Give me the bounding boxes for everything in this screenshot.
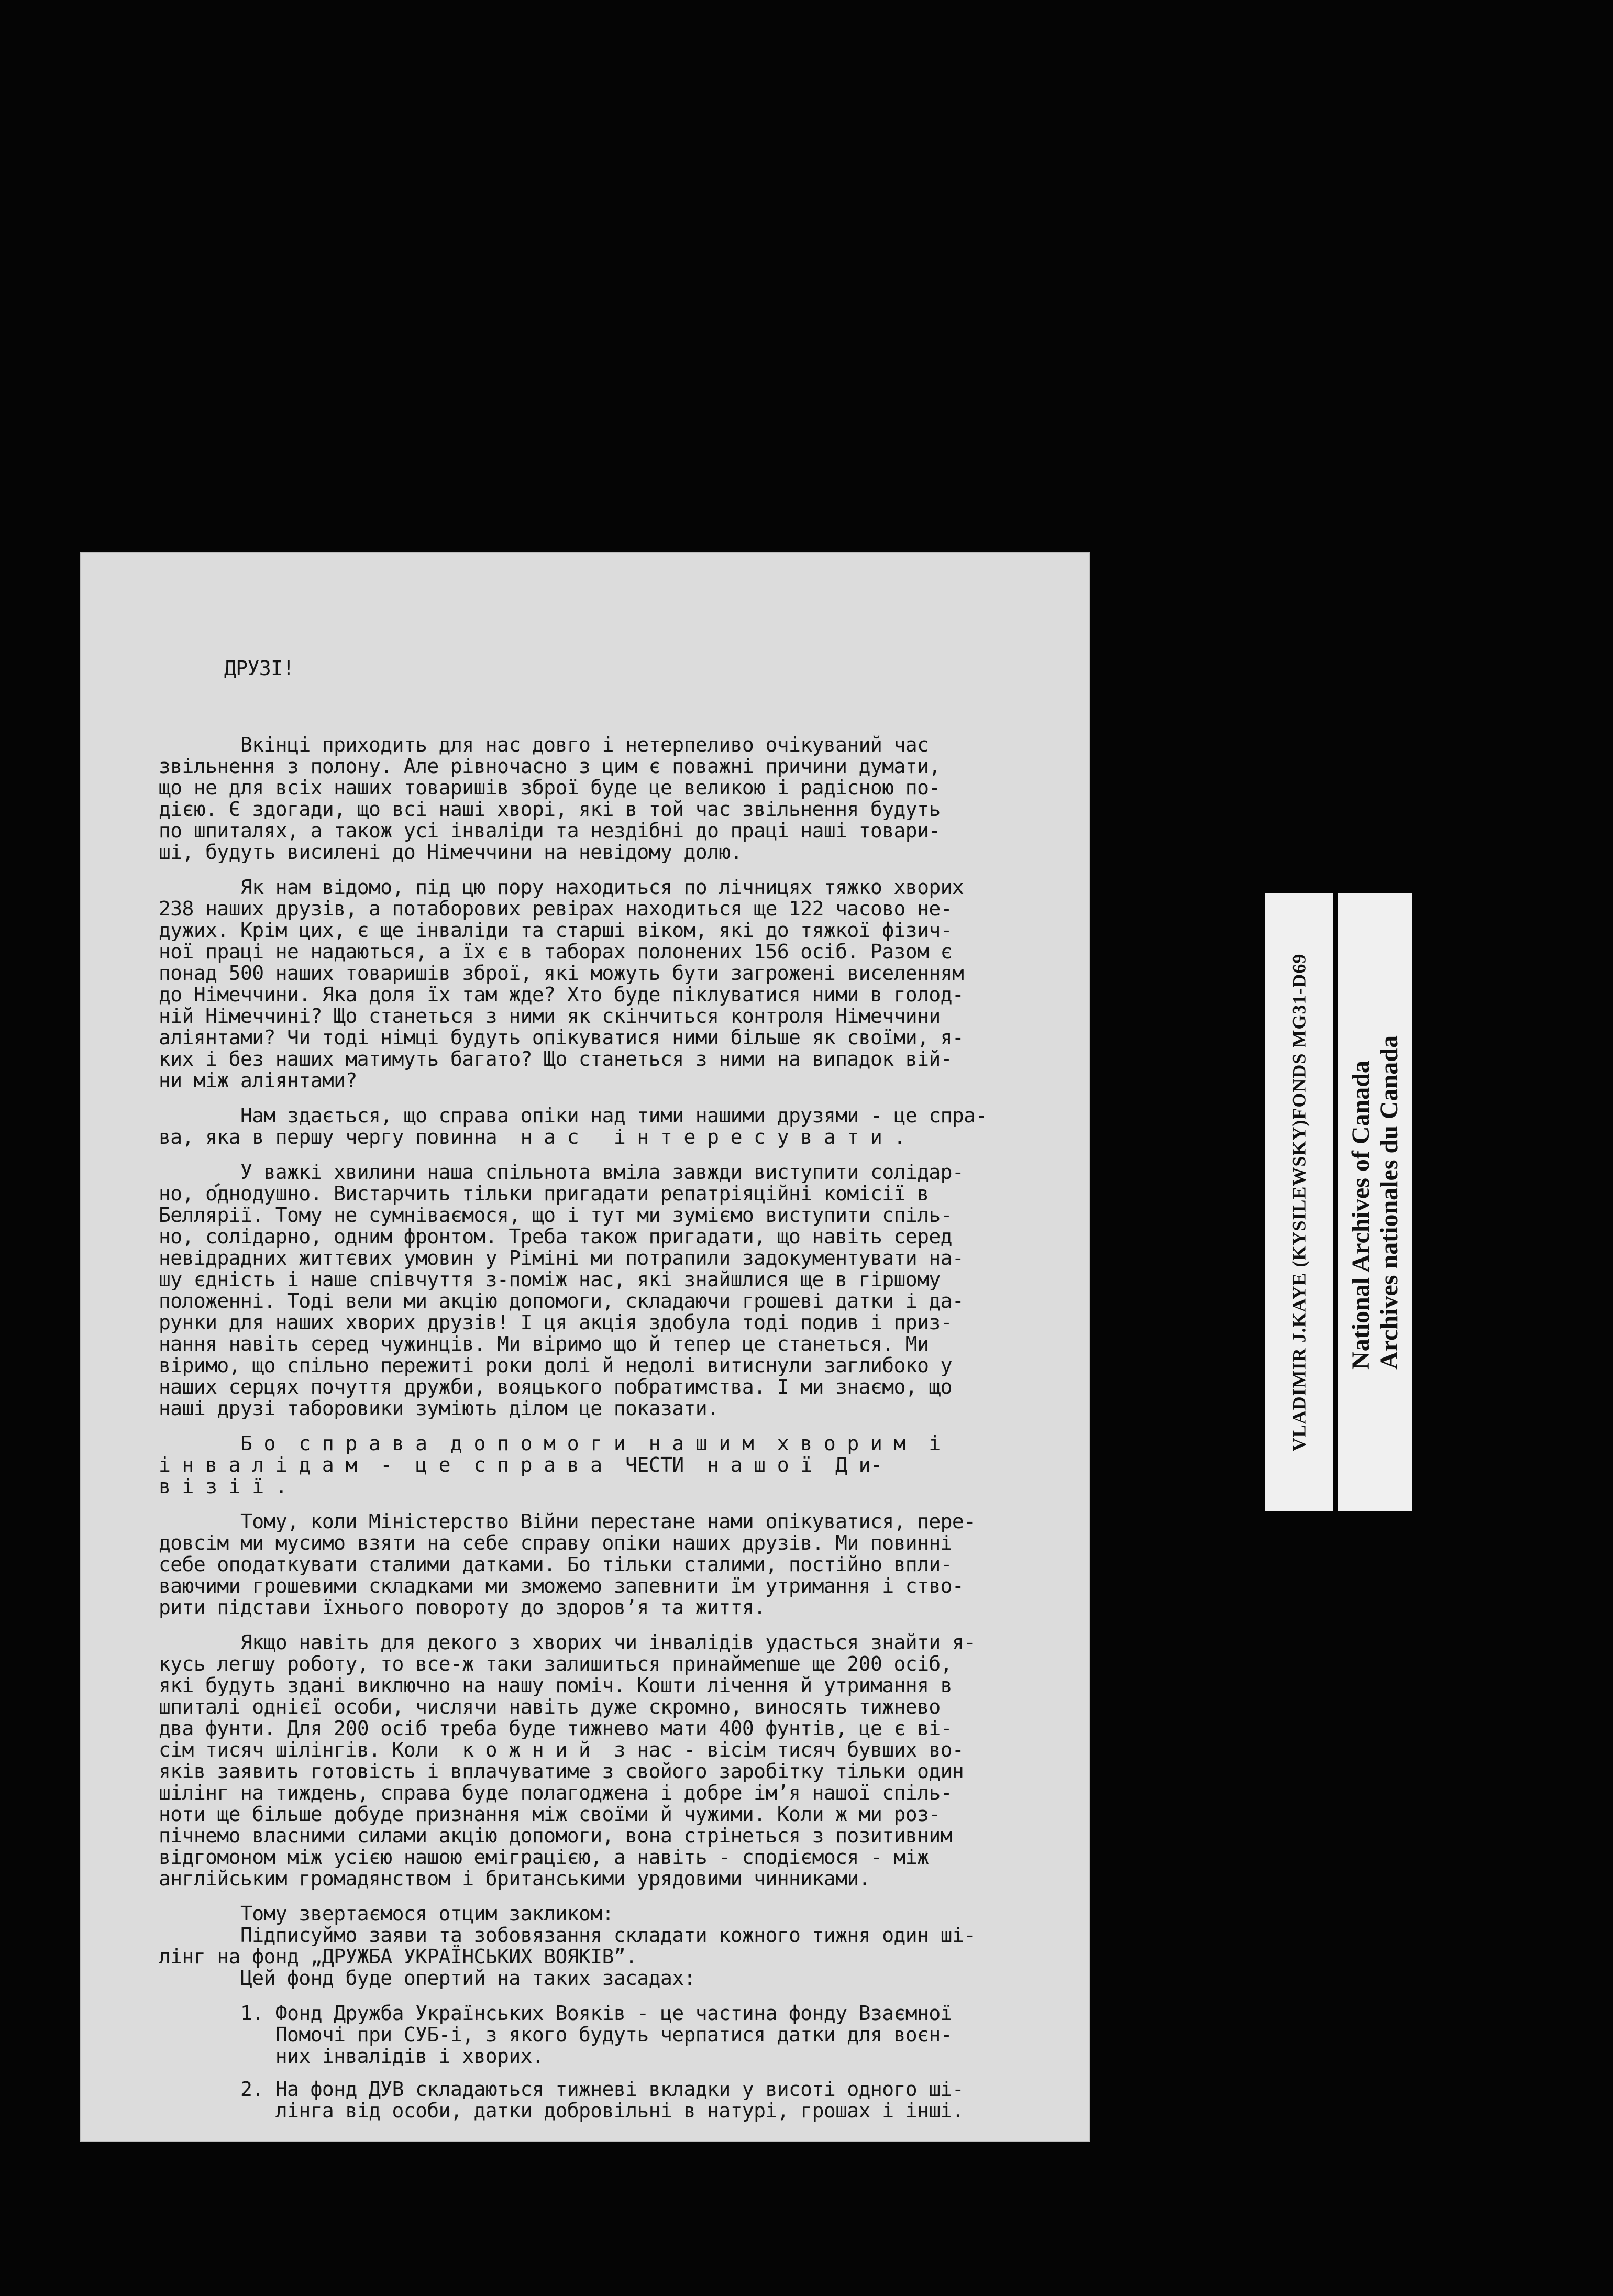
list-item: 1. Фонд Дружба Українських Вояків - це частина фонду Взаємної Помочі при СУБ-і, з якого будуть черпатися датки для воєн- них інвалідів і хворих. — [240, 2002, 952, 2068]
fonds-text: VLADIMIR J.KAYE (KYSILEWSKY)FONDS MG31-D69 — [1288, 953, 1309, 1452]
paragraph-3: Нам здається, що справа опіки над тими нашими друзями - це спра- ва, яка в першу чергу повинна н а с і н т е р е с у в а т и . — [159, 1104, 987, 1149]
paragraph-8: Тому звертаємося отцим закликом: Підписуймо заяви та зобовязання складати кожного тижня один ші- лінг на фонд „ДРУЖБА УКРАЇНСЬКИХ ВОЯКІВ”. Цей фонд буде опертий на таких засадах: — [159, 1902, 976, 1990]
archives-label — [1338, 893, 1412, 1511]
archives-line-1: National Archives of Canada — [1347, 1061, 1375, 1370]
list-item: 2. На фонд ДУВ складаються тижневі вкладки у висоті одного ші- лінга від особи, датки добровільні в натурі, грошах і інші. — [240, 2078, 964, 2122]
document-body — [159, 658, 1028, 2133]
fonds-label — [1265, 893, 1333, 1511]
paragraph-4: У важкі хвилини наша спільнота вміла завжди виступити солідар- но, однодушно. Вистарчить тільки пригадати репатріяційні комісії в Беллярії. Тому не сумніваємося, що і тут ми зуміємо виступити спіль- но, солідарно, одним фронтом. Треба також пригадати, що навіть серед невідрадних життєвих умовин у Ріміні ми потрапили задокументувати на- шу єдність і наше співчуття з-поміж нас, які знайшлися ще в гіршому положенні. Тоді вели ми акцію допомоги, складаючи грошеві датки і да- рунки для наших хворих друзів! І ця акція здобула тоді подив і приз- нання навіть серед чужинців. Ми віримо що й тепер це станеться. Ми віримо, що спільно пережиті роки долі й недолі витиснули заглибоко у наших серцях почуття дружби, вояцького побратимства. І ми знаємо, що наші друзі таборовики зуміють ділом це показати. — [159, 1161, 964, 1420]
salutation: ДРУЗІ! — [224, 657, 294, 680]
principles-list — [159, 2003, 1028, 2122]
paragraph-5: Б о с п р а в а д о п о м о г и н а ш и м х в о р и м і і н в а л і д а м - ц е с п р а в а ЧЕСТИ н а ш о ї Д и- в і з і ї . — [159, 1432, 941, 1498]
paragraph-7: Якщо навіть для декого з хворих чи інвалідів удасться знайти я- кусь легшу роботу, то все-ж таки залишиться принаймenше ще 200 осіб, які будуть здані виключно на нашу поміч. Кошти лічення й утримання в шпиталі однієї особи, числячи навіть дуже скромно, виносять тижнево два фунти. Для 200 осіб треба буде тижнево мати 400 фунтів, це є ві- сім тисяч шілінгів. Коли к о ж н и й з нас - вісім тисяч бувших во- яків заявить готовість і вплачуватиме з свойого заробітку тільки один шілінг на тиждень, справа буде полагоджена і добре ім’я нашої спіль- ноти ще більше добуде признання між своїми й чужими. Коли ж ми роз- пічнемо власними силами акцію допомоги, вона стрінеться з позитивним відгомоном між усією нашою еміграцією, а навіть - сподіємося - між англійським громадянством і британськими урядовими чинниками. — [159, 1631, 976, 1890]
paragraph-6: Тому, коли Міністерство Війни перестане нами опікуватися, пере- довсім ми мусимо взяти на себе справу опіки наших друзів. Ми повинні себе оподаткувати сталими датками. Бо тільки сталими, постійно впли- ваючими грошевими складками ми зможемо запевнити їм утримання і ство- рити підстави їхнього повороту до здоров’я та життя. — [159, 1510, 976, 1619]
archives-text — [1347, 1035, 1404, 1370]
paragraph-2: Як нам відомо, під цю пору находиться по лічницях тяжко хворих 238 наших друзів, а потаборових ревірах находиться ще 122 часово не- дужих. Крім цих, є ще інваліди та старші віком, які до тяжкої фізич- ної праці не надаються, а їх є в таборах полонених 156 осіб. Разом є понад 500 наших товаришів зброї, які можуть бути загрожені виселенням до Німеччини. Яка доля їх там жде? Хто буде піклуватися ними в голод- ній Німеччині? Що станеться з ними як скінчиться контроля Німеччини аліянтами? Чи тоді німці будуть опікуватися ними більше як своїми, я- ких і без наших матимуть багато? Що станеться з ними на випадок вій- ни між аліянтами? — [159, 876, 964, 1092]
archives-line-2: Archives nationales du Canada — [1375, 1035, 1403, 1370]
document-page — [81, 553, 1089, 2141]
paragraph-1: Вкінці приходить для нас довго і нетерпеливо очікуваний час звільнення з полону. Але рівночасно з цим є поважні причини думати, що не для всіх наших товаришів зброї буде це великою і радісною по- дією. Є здогади, що всі наші хворі, які в той час звільнення будуть по шпиталях, а також усі інваліди та нездібні до праці наші товари- ші, будуть висилені до Німеччини на невідому долю. — [159, 733, 941, 864]
